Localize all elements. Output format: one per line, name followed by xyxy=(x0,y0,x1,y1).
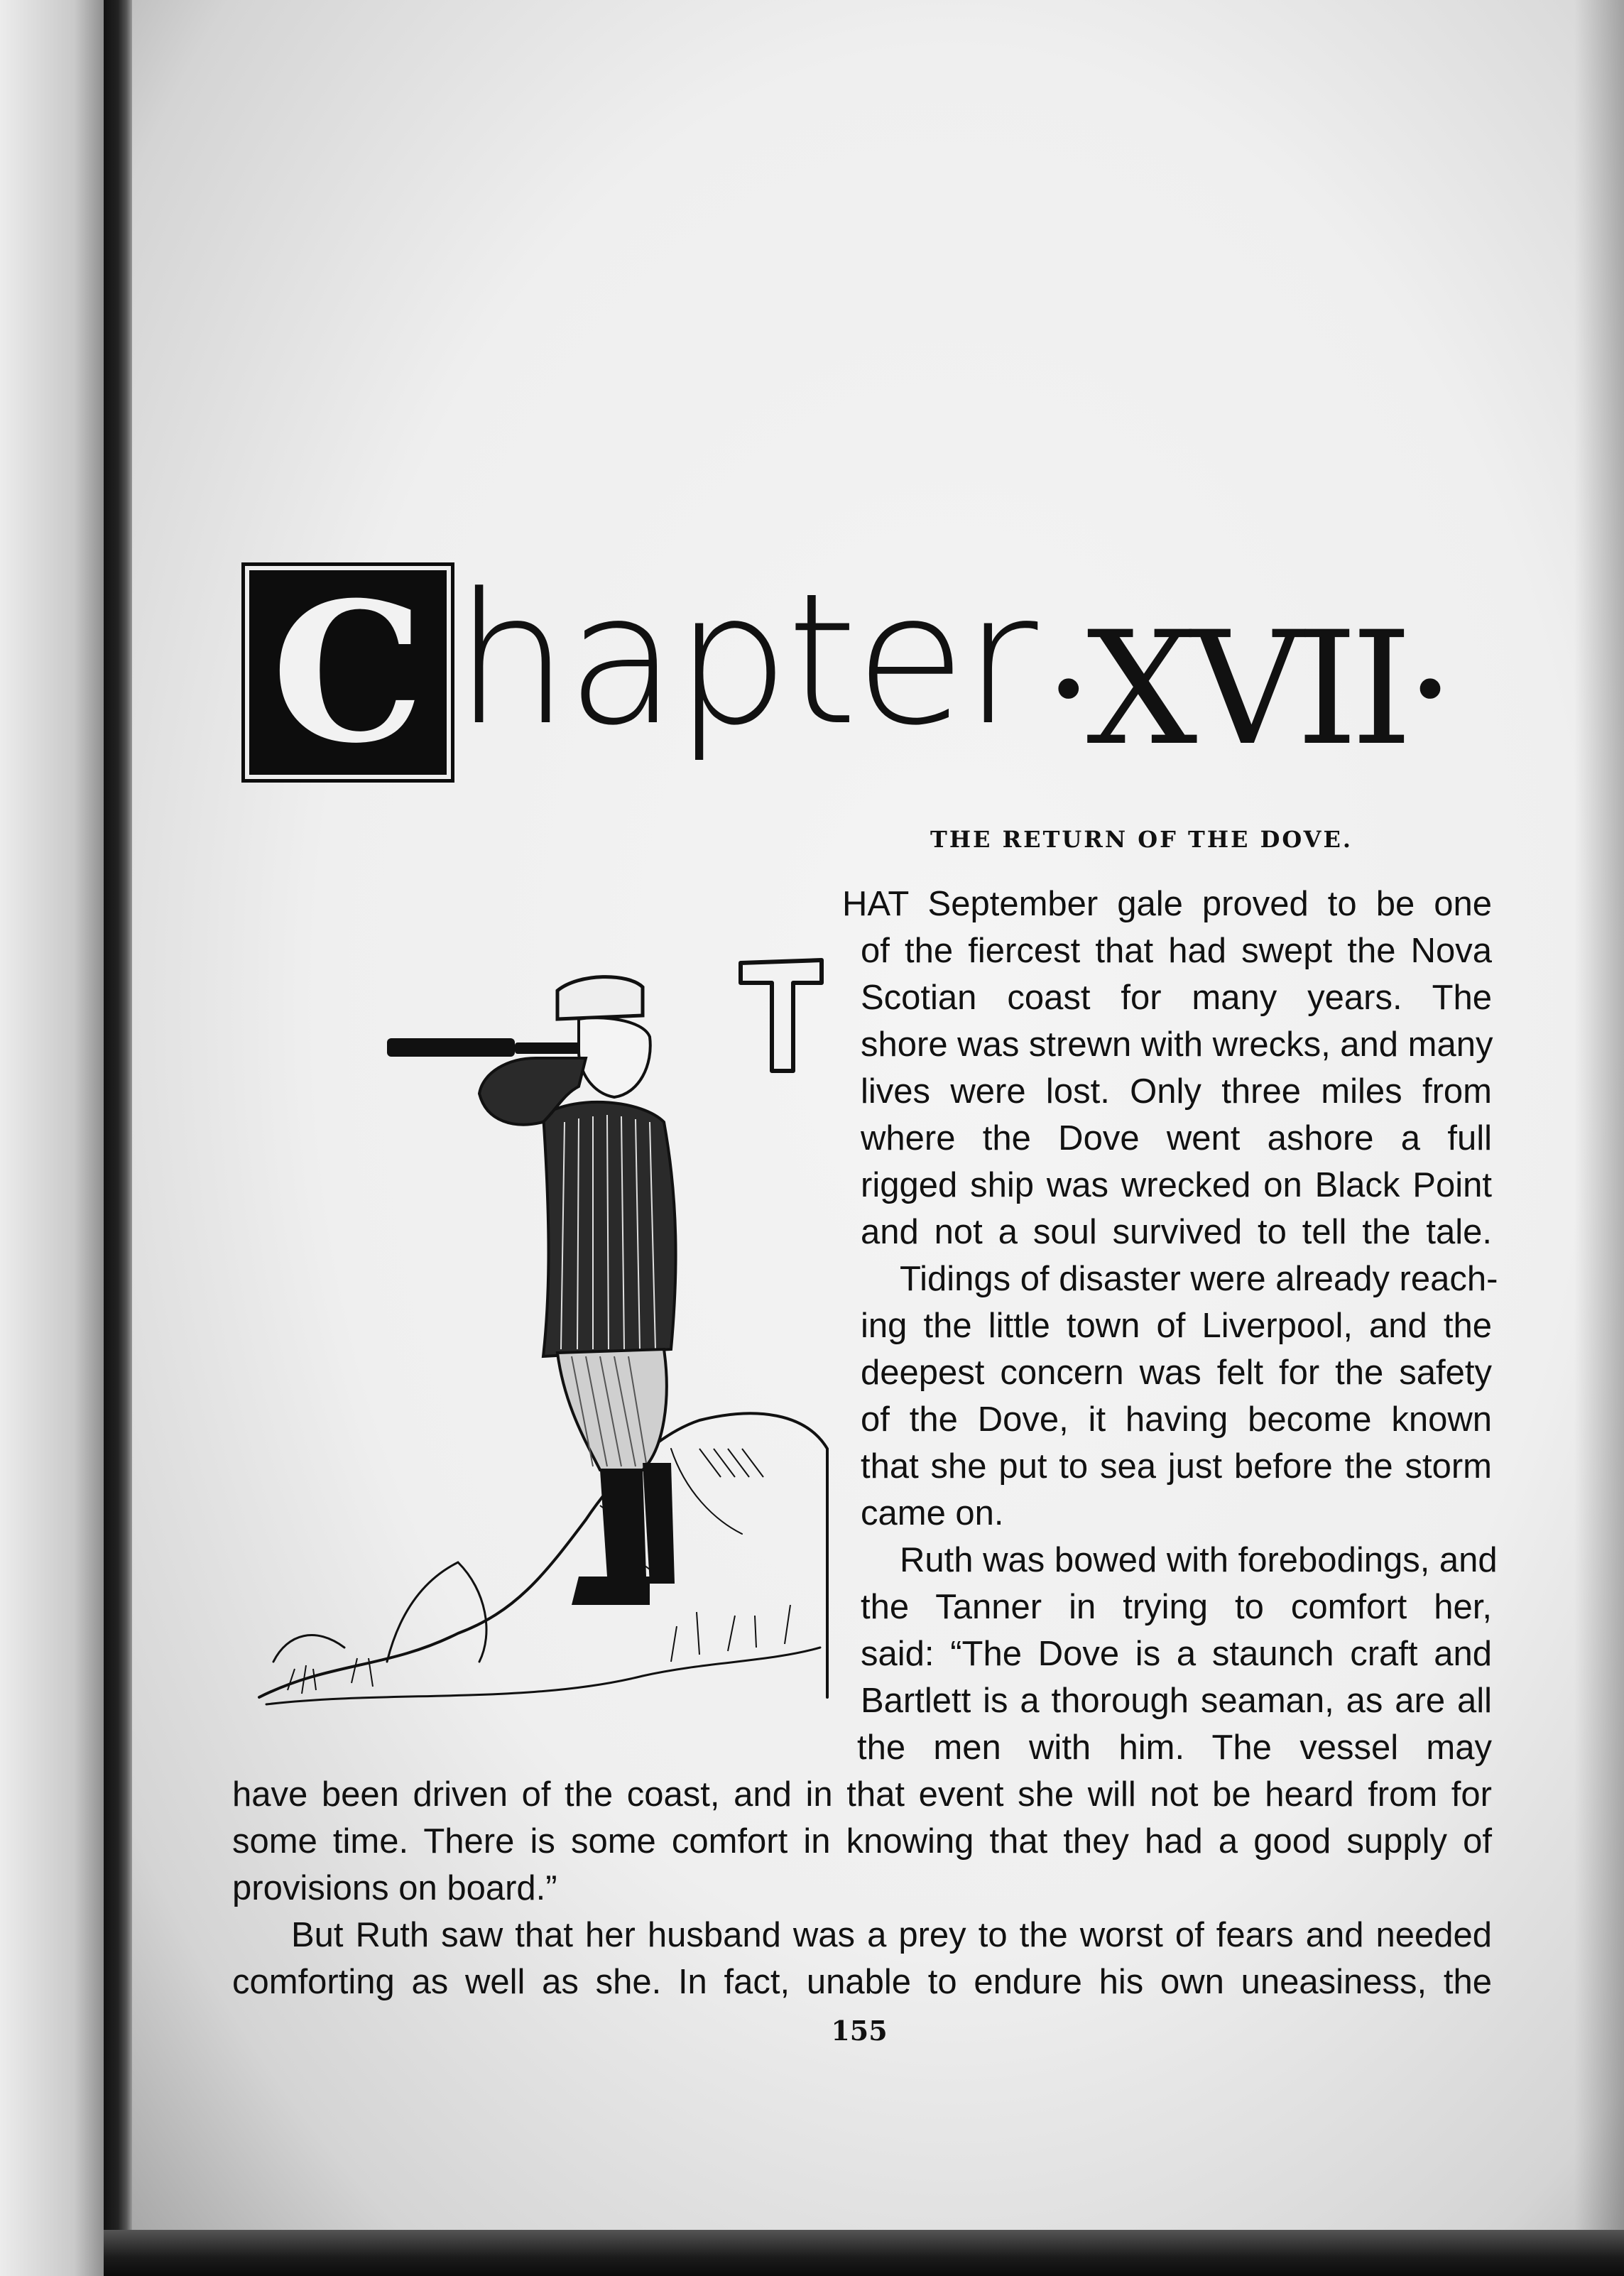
chapter-number: ·XVII· xyxy=(1044,598,1449,780)
text-line: ing the little town of Liverpool, and the xyxy=(861,1307,1492,1345)
ornamental-initial-box xyxy=(241,562,454,783)
book-gutter xyxy=(104,0,132,2276)
chapter-subtitle: THE RETURN OF THE DOVE. xyxy=(930,826,1353,853)
page-number: 155 xyxy=(831,2015,888,2047)
text-line: Scotian coast for many years. The xyxy=(861,979,1492,1017)
facing-page-edge xyxy=(0,0,107,2276)
text-line: Tidings of disaster were already reach- xyxy=(900,1260,1498,1298)
text-line: have been driven of the coast, and in that event she will not be heard from for xyxy=(232,1775,1492,1814)
text-line: some time. There is some comfort in knowing that they had a good supply of xyxy=(232,1822,1492,1861)
chapter-heading xyxy=(241,554,1449,795)
text-line: HAT September gale proved to be one xyxy=(842,885,1492,923)
text-line: where the Dove went ashore a full xyxy=(861,1119,1492,1158)
text-line: deepest concern was felt for the safety xyxy=(861,1354,1492,1392)
text-line: that she put to sea just before the storm xyxy=(861,1447,1492,1486)
text-line: Ruth was bowed with forebodings, and xyxy=(900,1541,1498,1579)
text-line: of the fiercest that had swept the Nova xyxy=(861,932,1492,970)
scan-bottom-edge xyxy=(104,2230,1624,2276)
chapter-word: hapter xyxy=(454,555,1035,766)
text-line: shore was strewn with wrecks, and many xyxy=(861,1025,1493,1064)
text-line: said: “The Dove is a staunch craft and xyxy=(861,1635,1492,1673)
text-line: But Ruth saw that her husband was a prey to the worst of fears and needed xyxy=(291,1916,1492,1954)
text-line: and not a soul survived to tell the tale. xyxy=(861,1213,1492,1251)
text-line: comforting as well as she. In fact, unable to endure his own uneasiness, the xyxy=(232,1963,1492,2001)
man-with-telescope-illustration xyxy=(245,952,834,1747)
drop-cap-letter: T xyxy=(735,950,736,951)
text-line: lives were lost. Only three miles from xyxy=(861,1072,1492,1111)
text-line: the men with him. The vessel may xyxy=(857,1728,1492,1767)
page-edge-shadow xyxy=(1574,0,1624,2230)
text-line: of the Dove, it having become known xyxy=(861,1400,1492,1439)
text-line: the Tanner in trying to comfort her, xyxy=(861,1588,1492,1626)
text-line: rigged ship was wrecked on Black Point xyxy=(861,1166,1492,1204)
text-line: Bartlett is a thorough seaman, as are all xyxy=(861,1682,1492,1720)
text-line: provisions on board.” xyxy=(232,1869,557,1907)
text-line: came on. xyxy=(861,1494,1004,1532)
ornamental-initial: C xyxy=(271,560,425,785)
